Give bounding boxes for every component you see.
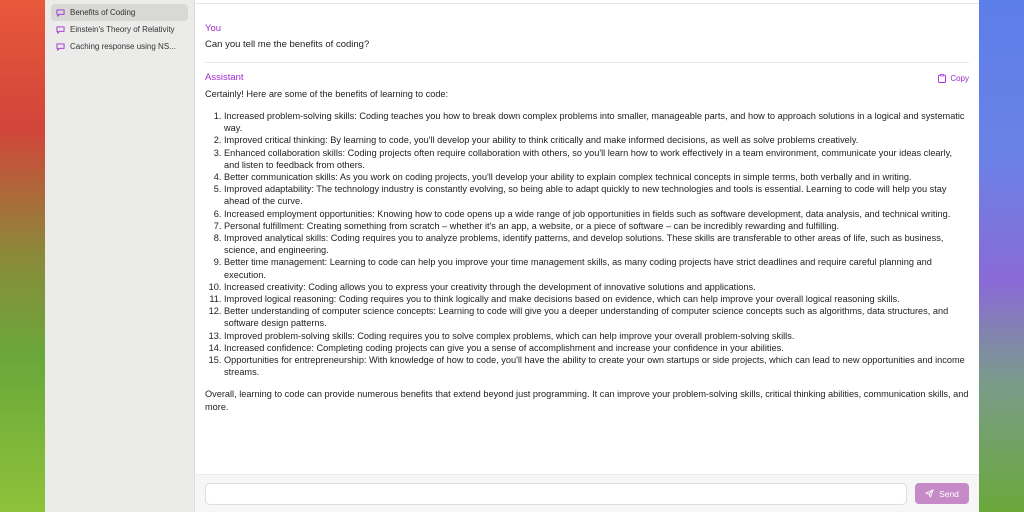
list-item: 7. Personal fulfillment: Creating something from scratch – whether it's an app, a website, or a piece of software – can be incredibly rewarding and fulfilling. bbox=[224, 220, 969, 232]
list-item: 3. Enhanced collaboration skills: Coding projects often require collaboration with others, so you'll learn how to work effectively in a team environment, communicate your ideas clearly, and listen to feedback from others. bbox=[224, 147, 969, 171]
user-role-label: You bbox=[205, 23, 222, 34]
user-message: Can you tell me the benefits of coding? bbox=[205, 39, 370, 50]
list-item: 11. Improved logical reasoning: Coding requires you to think logically and make decisions based on evidence, which can help improve your overall logical reasoning skills. bbox=[224, 293, 969, 305]
benefits-list bbox=[205, 110, 969, 378]
message-composer bbox=[195, 474, 979, 512]
sidebar bbox=[45, 0, 195, 512]
list-item: 1. Increased problem-solving skills: Coding teaches you how to break down complex problems into smaller, manageable parts, and how to approach solutions in a logical and systematic way. bbox=[224, 110, 969, 134]
message-divider bbox=[205, 62, 969, 63]
message-list bbox=[195, 4, 979, 414]
list-item: 5. Improved adaptability: The technology industry is constantly evolving, so being able to adapt quickly to new technologies and tools is essential. Learning to code will help you stay ahead of the curve. bbox=[224, 183, 969, 207]
assistant-outro: Overall, learning to code can provide numerous benefits that extend beyond just programming. It can improve your problem-solving skills, critical thinking abilities, communication skills, and more. bbox=[205, 389, 969, 413]
desktop-wallpaper-right bbox=[979, 0, 1024, 512]
desktop-wallpaper-left bbox=[0, 0, 45, 512]
list-item: 14. Increased confidence: Completing coding projects can give you a sense of accomplishment and increase your confidence in your abilities. bbox=[224, 342, 969, 354]
sidebar-item-einsteins-theory[interactable] bbox=[51, 21, 188, 38]
sidebar-item-label: Caching response using NS... bbox=[70, 42, 176, 51]
chat-bubble-icon bbox=[56, 9, 65, 17]
chat-app-window bbox=[45, 0, 979, 512]
list-item: 6. Increased employment opportunities: Knowing how to code opens up a wide range of job opportunities in fields such as software development, data analysis, and technical writing. bbox=[224, 208, 969, 220]
sidebar-item-label: Einstein's Theory of Relativity bbox=[70, 25, 175, 34]
send-button[interactable] bbox=[915, 483, 969, 504]
list-item: 15. Opportunities for entrepreneurship: With knowledge of how to code, you'll have the ability to create your own startups or side projects, which can lead to new opportunities and income streams. bbox=[224, 354, 969, 378]
send-button-label: Send bbox=[939, 488, 959, 499]
list-item: 10. Increased creativity: Coding allows you to express your creativity through the development of innovative solutions and applications. bbox=[224, 281, 969, 293]
chat-bubble-icon bbox=[56, 43, 65, 51]
list-item: 4. Better communication skills: As you work on coding projects, you'll develop your ability to explain complex technical concepts in simple terms, both verbally and in writing. bbox=[224, 171, 969, 183]
chat-bubble-icon bbox=[56, 26, 65, 34]
clipboard-icon bbox=[938, 74, 946, 83]
assistant-intro: Certainly! Here are some of the benefits of learning to code: bbox=[205, 89, 449, 99]
list-item: 9. Better time management: Learning to code can help you improve your time management skills, as many coding projects have strict deadlines and require careful planning and execution. bbox=[224, 256, 969, 280]
list-item: 13. Improved problem-solving skills: Coding requires you to solve complex problems, which can help improve your overall problem-solving skills. bbox=[224, 330, 969, 342]
sidebar-item-caching-response[interactable] bbox=[51, 38, 188, 55]
chat-main-panel bbox=[195, 0, 979, 512]
list-item: 12. Better understanding of computer science concepts: Learning to code will give you a deeper understanding of computer science concepts such as algorithms, data structures, and software design patterns. bbox=[224, 305, 969, 329]
copy-button[interactable] bbox=[938, 74, 969, 83]
list-item: 8. Improved analytical skills: Coding requires you to analyze problems, identify patterns, and develop solutions. These skills are transferable to other areas of life, such as business, science, and engineering. bbox=[224, 232, 969, 256]
assistant-header bbox=[205, 71, 969, 85]
list-item: 2. Improved critical thinking: By learning to code, you'll develop your ability to think critically and make informed decisions, as well as solve problems creatively. bbox=[224, 134, 969, 146]
copy-button-label: Copy bbox=[950, 73, 969, 83]
send-icon bbox=[925, 489, 934, 498]
assistant-role-label: Assistant bbox=[205, 72, 244, 83]
message-input[interactable] bbox=[205, 483, 907, 505]
sidebar-item-benefits-of-coding[interactable] bbox=[51, 4, 188, 21]
sidebar-item-label: Benefits of Coding bbox=[70, 8, 136, 17]
